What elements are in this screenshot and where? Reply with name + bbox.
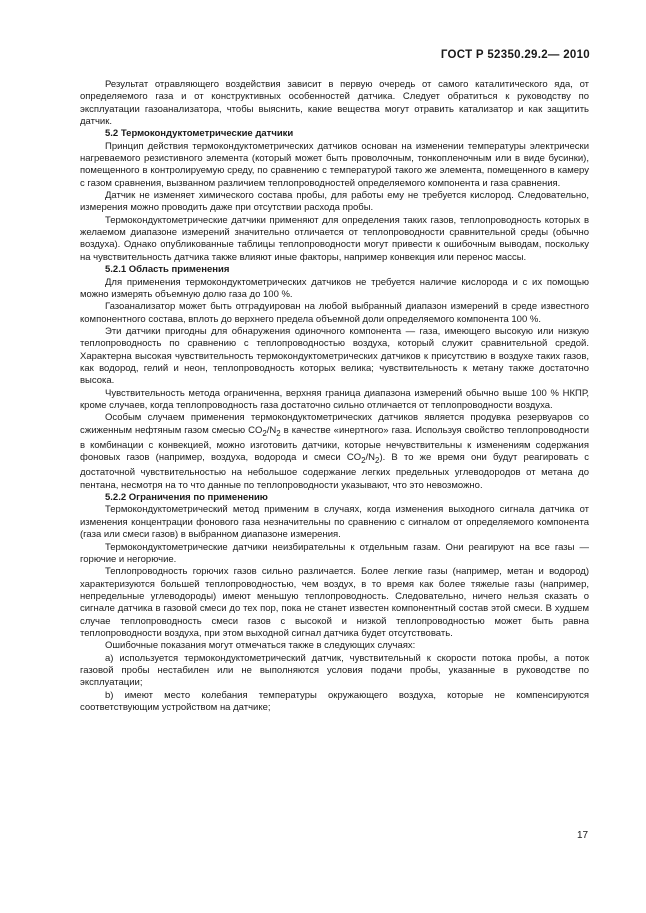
- paragraph: Термокондуктометрические датчики применяют для определения таких газов, теплопроводность которых в желаемом диапазоне измерений значительно отличается от теплопроводности сравнительной среды (обычно воздуха). Однако опубликованные таблицы теплопроводности могут привести к ошибочным выводам, поскольку на чувствительность датчика также влияют иные факторы, например конвекция или перенос массы.: [80, 214, 589, 263]
- list-item: b) имеют место колебания температуры окружающего воздуха, которые не компенсируются соответствующим устройством на датчике;: [80, 689, 589, 713]
- section-heading-5-2-2: 5.2.2 Ограничения по применению: [105, 492, 268, 504]
- section-heading-5-2-1: 5.2.1 Область применения: [105, 264, 230, 276]
- document-body: [80, 79, 589, 714]
- subscript: 2: [361, 456, 366, 466]
- paragraph: Чувствительность метода ограниченна, верхняя граница диапазона измерений обычно выше 100 % НКПР, кроме случаев, когда теплопроводность газа достаточно сильно отличается от теплопроводности воздуха.: [80, 387, 589, 411]
- section-heading-5-2: 5.2 Термокондуктометрические датчики: [105, 128, 294, 140]
- text-run: /N: [365, 452, 376, 464]
- document-header: ГОСТ Р 52350.29.2— 2010: [440, 49, 590, 61]
- page-number: 17: [577, 830, 589, 841]
- text-run: /N: [266, 424, 277, 436]
- paragraph: [80, 412, 589, 492]
- text-run: в качестве «инертного» газа. Используя свойство теплопроводности в комбинации с конвекцией, можно изготовить датчики, которые нечувствительны к изменениям содержания фоновых газов (например, воздуха, водорода и смеси CO: [80, 424, 590, 464]
- paragraph: Датчик не изменяет химического состава пробы, для работы ему не требуется кислород. Следовательно, измерения можно проводить даже при отсутствии расхода пробы.: [80, 190, 589, 214]
- subscript: 2: [276, 428, 281, 438]
- subscript: 2: [262, 428, 267, 438]
- text-run: Особым случаем применения термокондуктометрических датчиков является продувка резервуаров со сжиженным нефтяным газом смесью CO: [80, 412, 589, 436]
- paragraph: Для применения термокондуктометрических датчиков не требуется наличие кислорода и с их помощью можно измерять объемную долю газа до 100 %.: [80, 276, 589, 300]
- paragraph: Термокондуктометрические датчики неизбирательны к отдельным газам. Они реагируют на все газы — горючие и негорючие.: [80, 541, 589, 565]
- paragraph: Результат отравляющего воздействия зависит в первую очередь от самого каталитического яда, от определяемого газа и от конструктивных особенностей датчика. Следует обратиться к руководству по эксплуатации газоанализатора, чтобы выяснить, какие вещества могут отравить катализатор и как защитить датчик.: [80, 79, 589, 128]
- paragraph: Принцип действия термокондуктометрических датчиков основан на изменении температуры электрически нагреваемого резистивного элемента (который может быть проволочным, тонкопленочным или в виде бусинки), помещенного в контролируемую среду, по сравнению с температурой такого же элемента, помещенного в камеру с газом сравнения, вызванном различием теплопроводностей определяемого компонента и газа сравнения.: [80, 140, 589, 189]
- list-item: а) используется термокондуктометрический датчик, чувствительный к скорости потока пробы, а поток газовой пробы нестабилен или не выполняются условия подачи пробы, указанные в руководстве по эксплуатации;: [80, 652, 589, 689]
- paragraph: Теплопроводность горючих газов сильно различается. Более легкие газы (например, метан и водород) характеризуются большей теплопроводностью, чем воздух, в то время как более тяжелые газы (например, непредельные углеводороды) имеют меньшую теплопроводность. Следовательно, ничего нельзя сказать о сигнале датчика в газовой смеси до тех пор, пока не станет известен компонентный состав этой смеси. В худшем случае теплопроводность смеси газов с высокой и низкой теплопроводностью может быть равна теплопроводности воздуха, при этом выходной сигнал датчика будет отсутствовать.: [80, 566, 589, 639]
- paragraph: Термокондуктометрический метод применим в случаях, когда изменения выходного сигнала датчика от изменения концентрации фонового газа незначительны по сравнению с сигналом от определяемого компонента (газа или смеси газов) в выбранном диапазоне измерения.: [80, 504, 589, 541]
- paragraph: Газоанализатор может быть отградуирован на любой выбранный диапазон измерений в среде известного компонентного состава, вплоть до верхнего предела объемной доли определяемого компонента 100 %.: [80, 301, 589, 325]
- paragraph: Эти датчики пригодны для обнаружения одиночного компонента — газа, имеющего высокую или низкую теплопроводность по сравнению с теплопроводностью воздуха, который служит сравнительной средой. Характерна высокая чувствительность термокондуктометрических датчиков к присутствию в воздухе таких газов, как водород, гелий и неон, теплопроводность которых велика; чувствительность к метану также достаточно высока.: [80, 325, 589, 387]
- paragraph: Ошибочные показания могут отмечаться также в следующих случаях:: [105, 640, 416, 652]
- text-run: ). В то же время они будут реагировать с достаточной чувствительностью на небольшое содержание легких предельных углеводородов от метана до пентана, несмотря на то что данные по теплопроводности указывают, что это невозможно.: [80, 452, 589, 491]
- subscript: 2: [375, 456, 380, 466]
